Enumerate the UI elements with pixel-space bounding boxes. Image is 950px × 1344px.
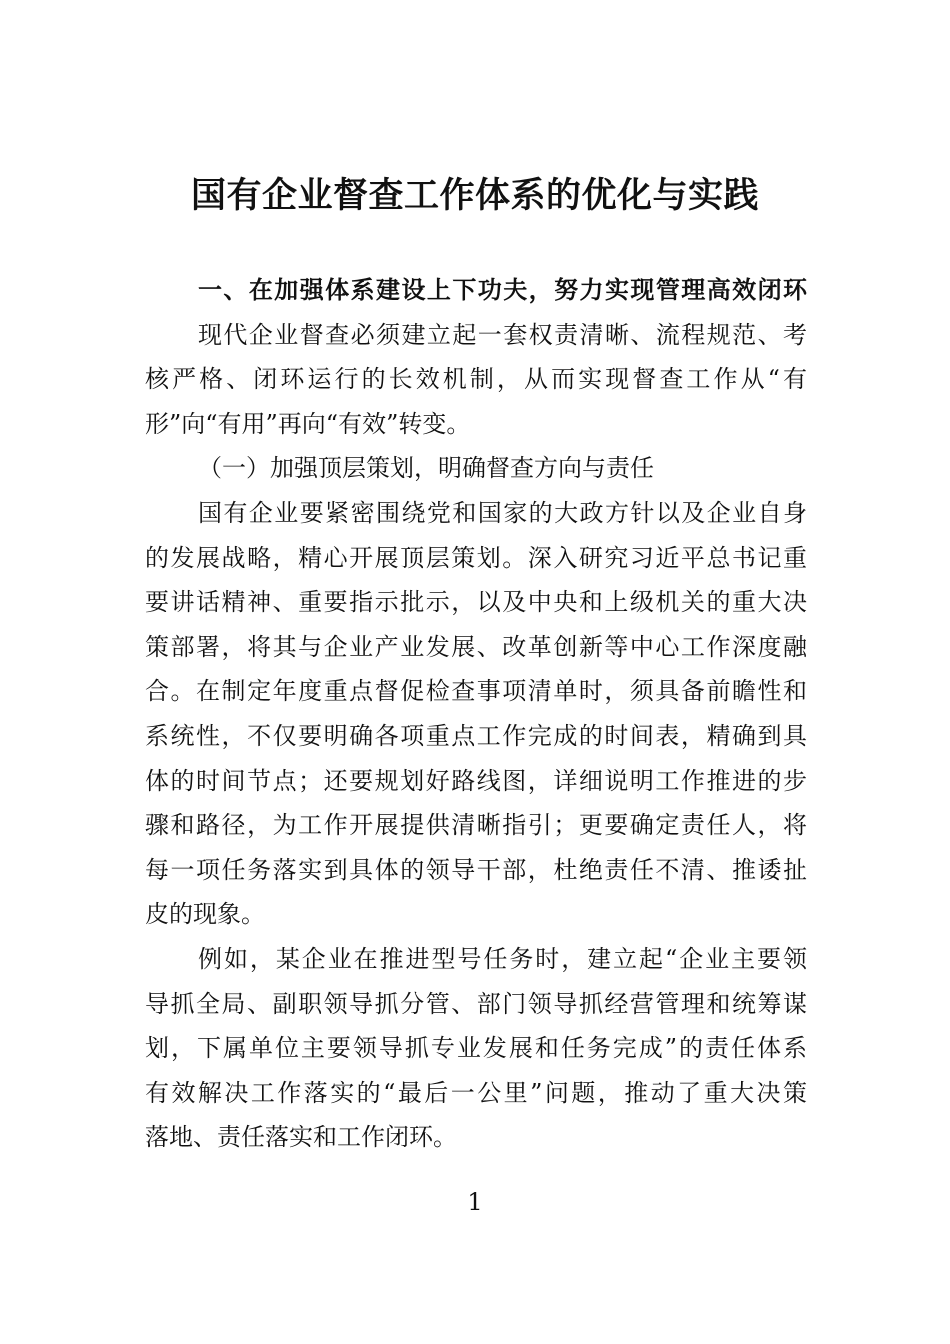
text-line: 落地、责任落实和工作闭环。 [145, 1123, 457, 1152]
text-line: 皮的现象。 [145, 900, 265, 929]
page-number: 1 [467, 1188, 483, 1216]
text-line: 核严格、闭环运行的长效机制，从而实现督查工作从“有 [145, 365, 807, 394]
subsection-heading: （一）加强顶层策划，明确督查方向与责任 [198, 454, 654, 483]
text-line: 策部署，将其与企业产业发展、改革创新等中心工作深度融 [145, 632, 807, 661]
body-text [145, 268, 807, 1160]
text-line: 要讲话精神、重要指示批示，以及中央和上级机关的重大决 [145, 588, 807, 617]
paragraph-3 [145, 937, 807, 1160]
text-line: 系统性，不仅要明确各项重点工作完成的时间表，精确到具 [145, 721, 807, 750]
paragraph-1 [145, 313, 807, 447]
text-line: 合。在制定年度重点督促检查事项清单时，须具备前瞻性和 [145, 677, 807, 706]
text-line: 现代企业督查必须建立起一套权责清晰、流程规范、考 [198, 320, 807, 349]
text-line: 的发展战略，精心开展顶层策划。深入研究习近平总书记重 [145, 543, 807, 572]
section-heading: 一、在加强体系建设上下功夫，努力实现管理高效闭环 [198, 276, 807, 304]
text-line: 体的时间节点；还要规划好路线图，详细说明工作推进的步 [145, 766, 807, 795]
text-line: 骤和路径，为工作开展提供清晰指引；更要确定责任人，将 [145, 811, 807, 840]
text-line: 导抓全局、副职领导抓分管、部门领导抓经营管理和统筹谋 [145, 989, 807, 1018]
paragraph-2 [145, 491, 807, 937]
document-title: 国有企业督查工作体系的优化与实践 [190, 175, 759, 216]
text-line: 有效解决工作落实的“最后一公里”问题，推动了重大决策 [145, 1078, 807, 1107]
text-line: 每一项任务落实到具体的领导干部，杜绝责任不清、推诿扯 [145, 855, 807, 884]
text-line: 划，下属单位主要领导抓专业发展和任务完成”的责任体系 [145, 1034, 807, 1063]
text-line: 例如，某企业在推进型号任务时，建立起“企业主要领 [198, 944, 807, 973]
text-line: 国有企业要紧密围绕党和国家的大政方针以及企业自身 [198, 498, 807, 527]
text-line: 形”向“有用”再向“有效”转变。 [145, 409, 471, 438]
